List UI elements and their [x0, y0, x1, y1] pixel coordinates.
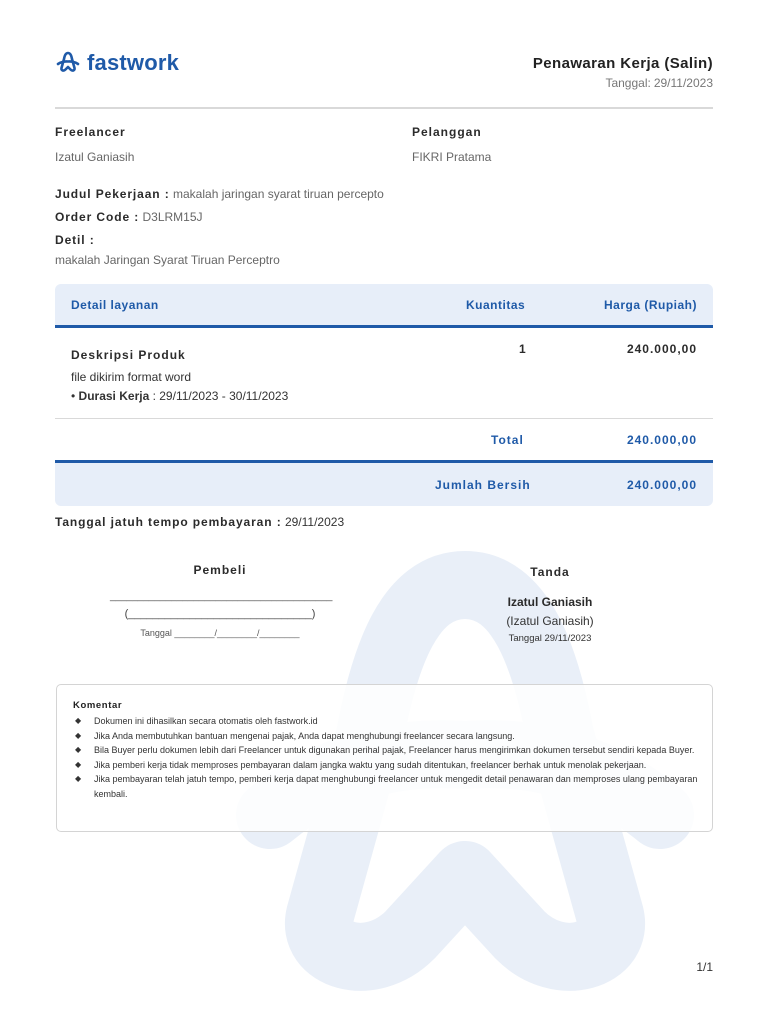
document-title: Penawaran Kerja (Salin) [532, 55, 713, 72]
client-label: Pelanggan [412, 125, 482, 139]
comments-box [56, 684, 713, 832]
service-table-header [55, 284, 713, 328]
buyer-signature [110, 563, 333, 638]
diamond-bullet-icon: ◆ [75, 745, 82, 754]
freelancer-label: Freelancer [55, 125, 126, 139]
detail-row [55, 233, 95, 247]
comment-text: Dokumen ini dihasilkan secara otomatis oleh fastwork.id [94, 716, 318, 726]
total-value: 240.000,00 [626, 433, 697, 447]
buyer-sign-line: ________________________________________ [110, 591, 333, 602]
list-item [73, 729, 703, 744]
seller-name: Izatul Ganiasih [507, 595, 593, 609]
comments-list [73, 714, 703, 801]
date-label: Tanggal: [605, 76, 651, 90]
page-indicator: 1/1 [696, 960, 713, 974]
item-duration [71, 389, 288, 403]
buyer-name-line: (______________________________) [124, 608, 316, 620]
seller-date-line: Tanggal 29/11/2023 [508, 633, 592, 644]
comment-text: Jika pembayaran telah jatuh tempo, pemberi kerja dapat menghubungi freelancer untuk mengedit detail penawaran dan memproses ulang pembayaran kembali. [94, 774, 698, 799]
comment-text: Jika pemberi kerja tidak memproses pembayaran dalam jangka waktu yang sudah ditentukan, freelancer berhak untuk menolak pekerjaan. [94, 759, 647, 770]
buyer-date-line: Tanggal ________/________/________ [140, 628, 300, 638]
comment-text: Bila Buyer perlu dokumen lebih dari Freelancer untuk digunakan perihal pajak, Freelancer harus mengirimkan dokumen tersebut sendiri kepada Buyer. [94, 745, 695, 755]
header-divider [55, 107, 713, 109]
item-price: 240.000,00 [626, 342, 697, 356]
diamond-bullet-icon: ◆ [75, 730, 82, 740]
job-title-label: Judul Pekerjaan : [55, 187, 170, 201]
table-row [55, 330, 713, 419]
list-item [73, 714, 703, 729]
date-value: 29/11/2023 [653, 76, 713, 90]
col-quantity: Kuantitas [466, 298, 526, 312]
brand-logo [55, 50, 179, 76]
item-title: Deskripsi Produk [71, 348, 186, 362]
col-service: Detail layanan [71, 298, 159, 312]
duration-value: : 29/11/2023 - 30/11/2023 [152, 389, 289, 403]
total-row [55, 419, 713, 459]
diamond-bullet-icon: ◆ [75, 716, 82, 725]
detail-value: makalah Jaringan Syarat Tiruan Perceptro [55, 253, 280, 267]
list-item [73, 772, 703, 801]
due-date-label: Tanggal jatuh tempo pembayaran : [55, 515, 282, 529]
freelancer-name: Izatul Ganiasih [55, 150, 135, 164]
comment-text: Jika Anda membutuhkan bantuan mengenai pajak, Anda dapat menghubungi freelancer secara langsung. [94, 730, 515, 741]
net-value: 240.000,00 [626, 478, 697, 492]
seller-signature [440, 565, 660, 644]
buyer-title: Pembeli [193, 563, 247, 577]
brand-name: fastwork [87, 50, 180, 75]
fastwork-logo-icon [55, 50, 81, 76]
due-date-row [55, 515, 344, 529]
net-amount-row [55, 460, 713, 506]
bullet-dot: • [71, 389, 76, 403]
col-price: Harga (Rupiah) [603, 298, 697, 312]
job-title-value: makalah jaringan syarat tiruan percepto [173, 187, 384, 201]
job-title-row [55, 187, 384, 201]
client-name: FIKRI Pratama [412, 150, 492, 164]
order-code-value: D3LRM15J [142, 210, 203, 224]
comments-title: Komentar [73, 700, 123, 711]
document-date [605, 76, 713, 90]
item-quantity: 1 [519, 342, 526, 356]
order-code-row [55, 210, 203, 224]
total-label: Total [491, 433, 524, 447]
order-code-label: Order Code : [55, 210, 140, 224]
diamond-bullet-icon: ◆ [75, 774, 82, 783]
diamond-bullet-icon: ◆ [75, 759, 82, 769]
item-description: file dikirim format word [71, 370, 192, 384]
net-label: Jumlah Bersih [435, 478, 531, 492]
seller-name-paren: (Izatul Ganiasih) [506, 614, 594, 628]
seller-title: Tanda [530, 565, 570, 579]
list-item [73, 743, 703, 758]
detail-label: Detil : [55, 233, 95, 247]
due-date-value: 29/11/2023 [284, 515, 345, 529]
list-item [73, 758, 703, 773]
duration-label: Durasi Kerja [78, 389, 150, 403]
